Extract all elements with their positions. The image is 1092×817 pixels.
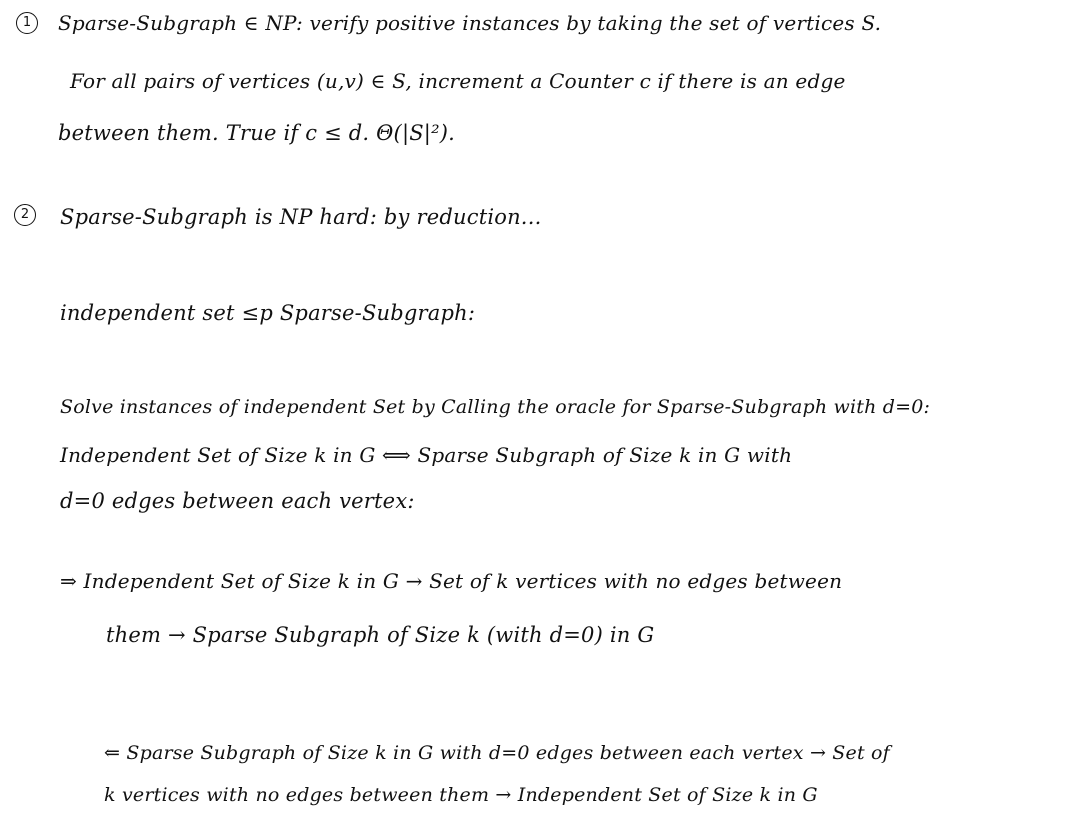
section-2-heading: Sparse-Subgraph is NP hard: by reduction... xyxy=(60,205,542,229)
backward-direction-line-1: ⇐ Sparse Subgraph of Size k in G with d=0 edges between each vertex → Set of xyxy=(104,742,890,764)
reduction-statement: independent set ≤p Sparse-Subgraph: xyxy=(60,301,476,325)
forward-direction-line-1: ⇒ Independent Set of Size k in G → Set of k vertices with no edges between xyxy=(60,569,843,593)
solve-line-1: Solve instances of independent Set by Calling the oracle for Sparse-Subgraph with d=0: xyxy=(60,396,931,418)
backward-direction-line-2: k vertices with no edges between them → Independent Set of Size k in G xyxy=(104,784,818,806)
forward-direction-line-2: them → Sparse Subgraph of Size k (with d=0) in G xyxy=(106,623,655,647)
section-1-line-1: Sparse-Subgraph ∈ NP: verify positive instances by taking the set of vertices S. xyxy=(58,11,882,35)
section-2-number: 2 xyxy=(14,204,36,226)
section-1-number: 1 xyxy=(16,12,38,34)
solve-line-3: d=0 edges between each vertex: xyxy=(60,489,415,513)
section-1-line-3: between them. True if c ≤ d. Θ(|S|²). xyxy=(58,121,455,145)
solve-line-2: Independent Set of Size k in G ⟺ Sparse Subgraph of Size k in G with xyxy=(60,443,793,467)
section-1-line-2: For all pairs of vertices (u,v) ∈ S, increment a Counter c if there is an edge xyxy=(70,69,846,93)
